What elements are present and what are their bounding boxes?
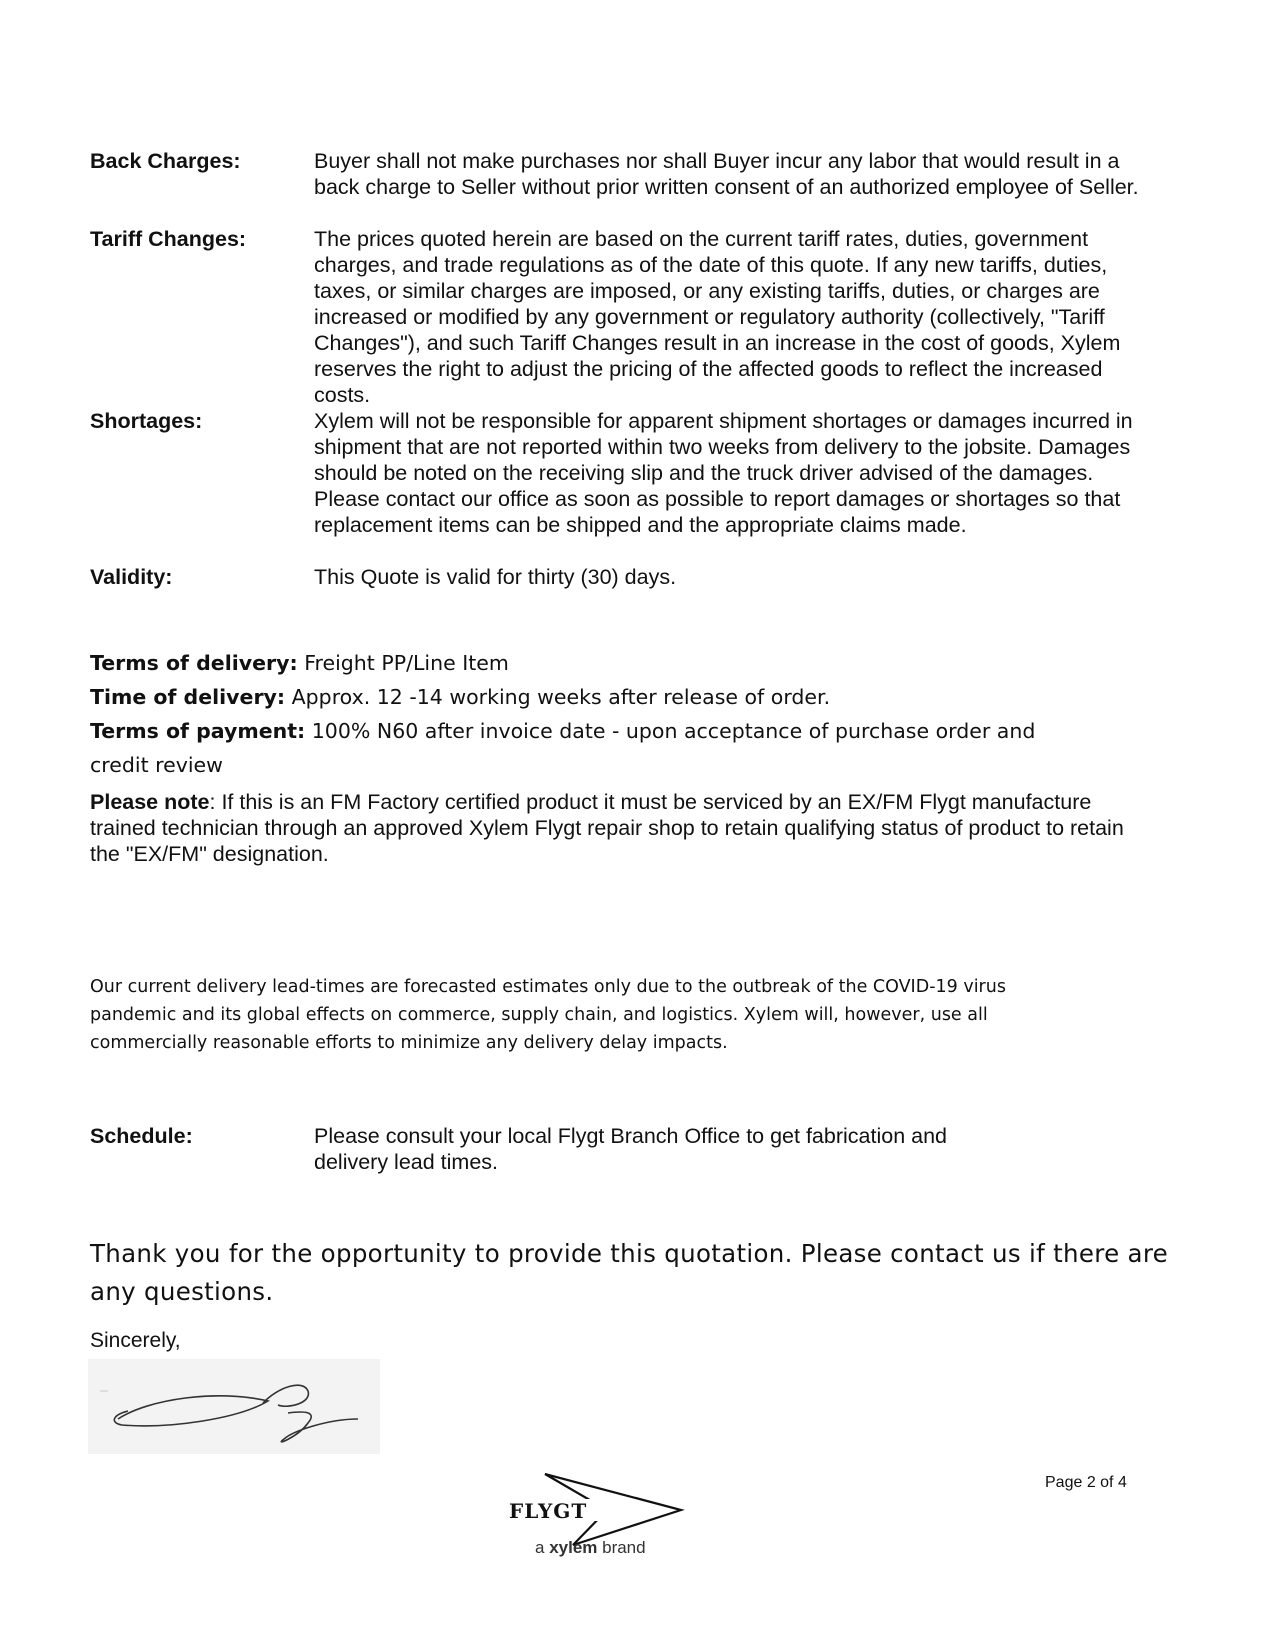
- term-back-charges: [90, 148, 1150, 200]
- term-label: Validity:: [90, 565, 173, 589]
- terms-of-payment-label: Terms of payment:: [90, 719, 306, 743]
- terms-of-delivery: [90, 650, 509, 676]
- time-of-delivery: [90, 684, 830, 710]
- thank-you-message: Thank you for the opportunity to provide this quotation. Please contact us if there are any questions.: [90, 1239, 1169, 1306]
- time-of-delivery-value: Approx. 12 -14 working weeks after release of order.: [285, 685, 831, 709]
- term-text: Xylem will not be responsible for apparent shipment shortages or damages incurred in shipment that are not reported within two weeks from delivery to the jobsite. Damages should be noted on the receiving slip and the truck driver advised of the damages. Please contact our office as soon as possible to report damages or shortages so that replacement items can be shipped and the appropriate claims made.: [314, 409, 1133, 537]
- term-label: Tariff Changes:: [90, 227, 247, 251]
- term-label: Schedule:: [90, 1124, 193, 1148]
- terms-of-payment-value: 100% N60 after invoice date - upon acceptance of purchase order and: [305, 719, 1036, 743]
- signature-image: [88, 1359, 380, 1454]
- please-note-text: : If this is an FM Factory certified product it must be serviced by an EX/FM Flygt manufacture trained technician through an approved Xylem Flygt repair shop to retain qualifying status of product to retain the "EX/FM" designation.: [90, 790, 1124, 866]
- term-shortages: [90, 408, 1150, 538]
- term-text: The prices quoted herein are based on the current tariff rates, duties, government charges, and trade regulations as of the date of this quote. If any new tariffs, duties, taxes, or similar charges are imposed, or any existing tariffs, duties, or charges are increased or modified by any government or regulatory authority (collectively, "Tariff Changes"), and such Tariff Changes result in an increase in the cost of goods, Xylem reserves the right to adjust the pricing of the affected goods to reflect the increased costs.: [314, 227, 1121, 407]
- term-schedule: [90, 1123, 1150, 1175]
- please-note: [90, 789, 1140, 867]
- please-note-label: Please note: [90, 790, 210, 814]
- terms-of-delivery-label: Terms of delivery:: [90, 651, 298, 675]
- covid-notice: Our current delivery lead-times are forecasted estimates only due to the outbreak of the COVID-19 virus pandemic and its global effects on commerce, supply chain, and logistics. Xylem will, however, use all commercially reasonable efforts to minimize any delivery delay impacts.: [90, 977, 1006, 1053]
- term-tariff-changes: [90, 226, 1150, 408]
- terms-of-delivery-value: Freight PP/Line Item: [297, 651, 509, 675]
- term-text: Buyer shall not make purchases nor shall Buyer incur any labor that would result in a back charge to Seller without prior written consent of an authorized employee of Seller.: [314, 149, 1139, 199]
- brand-tagline-suffix: brand: [597, 1538, 646, 1557]
- sincerely: Sincerely,: [90, 1329, 181, 1352]
- time-of-delivery-label: Time of delivery:: [90, 685, 286, 709]
- term-text: This Quote is valid for thirty (30) days.: [314, 565, 677, 589]
- page-number: Page 2 of 4: [1045, 1474, 1127, 1491]
- term-validity: [90, 564, 1150, 590]
- brand-tagline: [535, 1538, 646, 1557]
- flygt-logo: [505, 1473, 685, 1558]
- term-label: Back Charges:: [90, 149, 241, 173]
- term-text: Please consult your local Flygt Branch Office to get fabrication and delivery lead times.: [314, 1124, 948, 1174]
- brand-tagline-name: xylem: [549, 1538, 598, 1557]
- term-label: Shortages:: [90, 409, 203, 433]
- terms-of-payment: [90, 718, 1035, 744]
- brand-name: FLYGT: [509, 1499, 588, 1523]
- terms-of-payment-continued: credit review: [90, 753, 223, 777]
- brand-tagline-prefix: a: [535, 1538, 550, 1557]
